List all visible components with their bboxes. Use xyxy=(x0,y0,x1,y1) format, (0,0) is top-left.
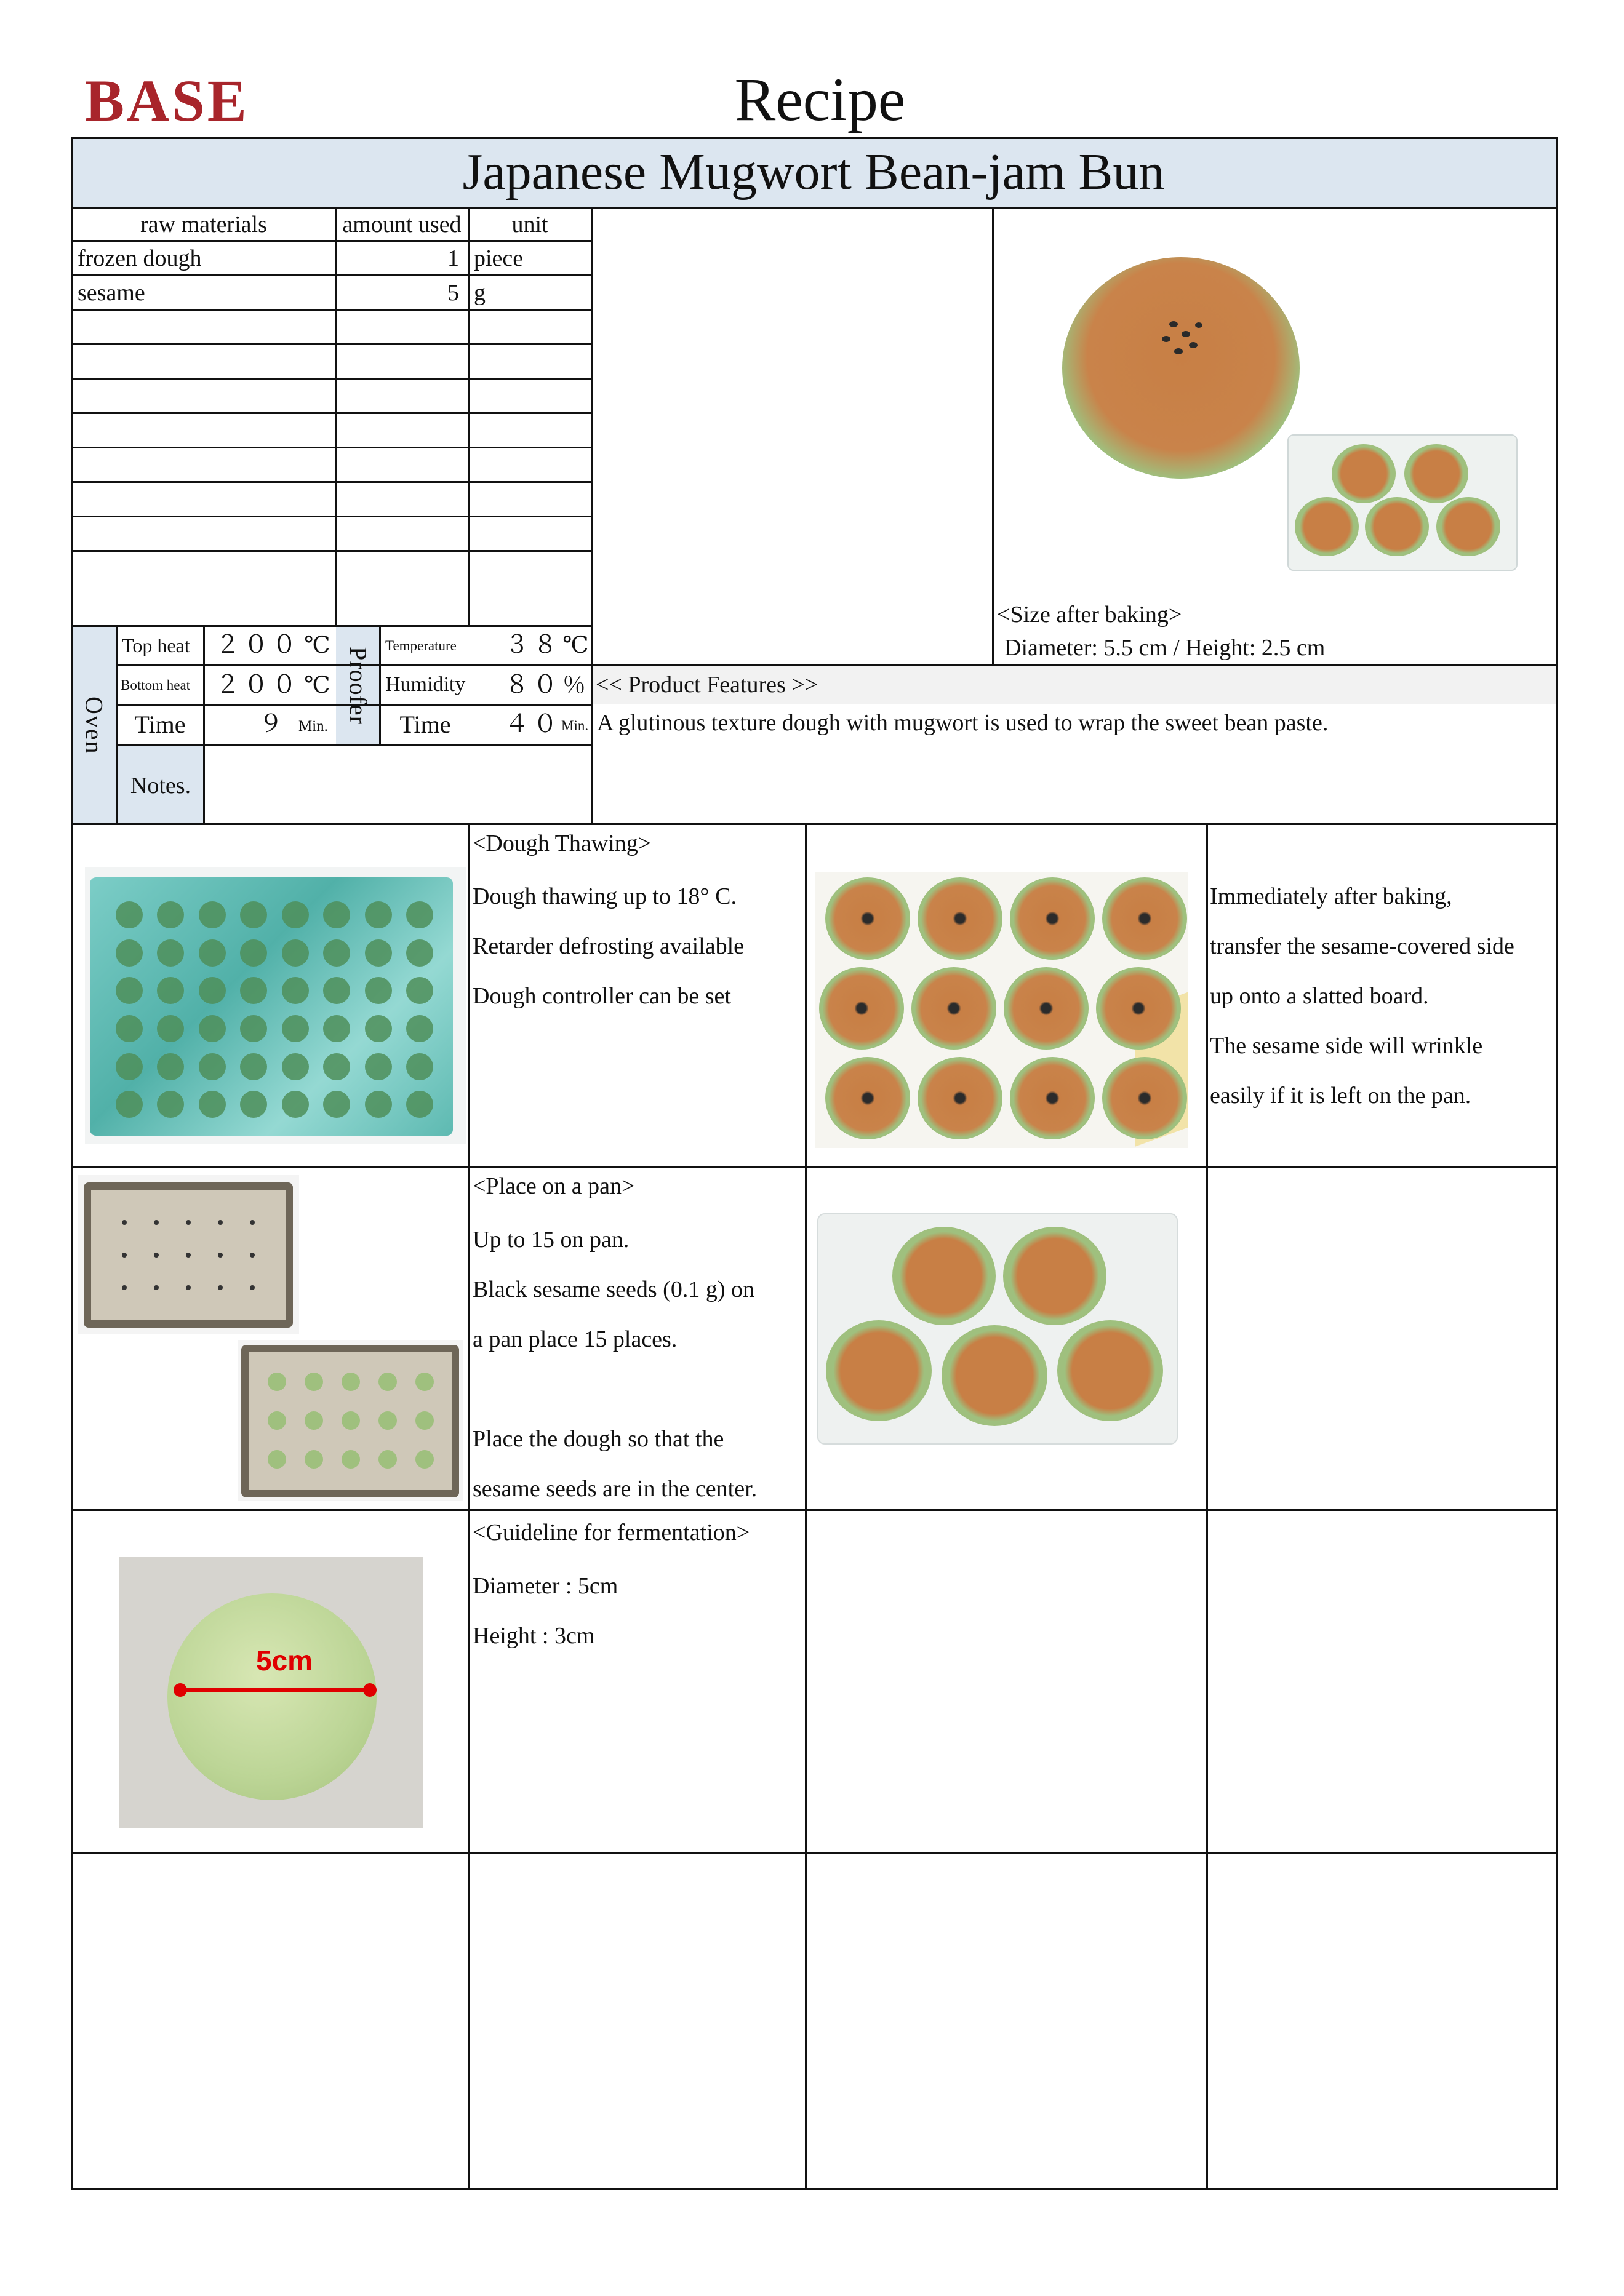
baked-bun xyxy=(1010,1057,1095,1139)
photo-texture-dot xyxy=(154,1285,159,1290)
photo-texture-dot xyxy=(199,901,226,928)
photo-empty-pan xyxy=(78,1175,299,1334)
photo-texture-dot xyxy=(415,1411,434,1430)
product-photo-packaged xyxy=(1287,434,1518,571)
photo-texture-dot xyxy=(240,1015,267,1042)
photo-packaged-buns xyxy=(817,1213,1178,1445)
fermentation-line: Diameter : 5cm xyxy=(473,1573,618,1599)
page-title: Recipe xyxy=(734,65,906,134)
baked-bun xyxy=(1102,1057,1187,1139)
product-features-title: << Product Features >> xyxy=(596,672,818,698)
baked-bun xyxy=(1102,877,1187,960)
photo-texture-dot xyxy=(218,1220,223,1225)
photo-texture-dot xyxy=(199,1015,226,1042)
photo-texture-dot xyxy=(157,1053,184,1080)
photo-texture-dot xyxy=(116,1015,143,1042)
after-baking-line: The sesame side will wrinkle xyxy=(1210,1033,1483,1059)
pan-title: <Place on a pan> xyxy=(473,1173,635,1199)
photo-texture-dot xyxy=(122,1220,127,1225)
photo-thawing-tray xyxy=(85,867,466,1144)
photo-texture-dot xyxy=(365,977,392,1004)
fermentation-title: <Guideline for fermentation> xyxy=(473,1520,750,1545)
photo-texture-dot xyxy=(157,1091,184,1118)
photo-texture-dot xyxy=(406,1053,433,1080)
proofer-humidity-value: ８０ xyxy=(505,671,561,698)
recipe-title: Japanese Mugwort Bean-jam Bun xyxy=(462,143,1165,201)
proofer-temperature-value: ３８ xyxy=(505,631,561,658)
photo-texture-dot xyxy=(116,1091,143,1118)
photo-texture-dot xyxy=(365,901,392,928)
ingredient-unit: g xyxy=(474,280,486,306)
photo-texture-dot xyxy=(116,977,143,1004)
photo-texture-dot xyxy=(157,901,184,928)
pan-line: Place the dough so that the xyxy=(473,1426,724,1452)
photo-texture-dot xyxy=(323,939,350,967)
photo-texture-dot xyxy=(250,1285,255,1290)
photo-texture-dot xyxy=(199,939,226,967)
product-features-text: A glutinous texture dough with mugwort is used to wrap the sweet bean paste. xyxy=(597,710,1329,736)
ingredient-amount: 1 xyxy=(447,245,459,271)
photo-texture-dot xyxy=(406,977,433,1004)
photo-texture-dot xyxy=(122,1285,127,1290)
after-baking-line: up onto a slatted board. xyxy=(1210,983,1429,1009)
photo-texture-dot xyxy=(157,939,184,967)
photo-texture-dot xyxy=(415,1450,434,1469)
ingredient-amount: 5 xyxy=(447,280,459,306)
proofer-humidity-label: Humidity xyxy=(385,673,466,696)
photo-texture-dot xyxy=(342,1411,360,1430)
photo-proofed-dough xyxy=(119,1557,423,1828)
photo-texture-dot xyxy=(122,1253,127,1258)
photo-texture-dot xyxy=(186,1285,191,1290)
oven-bottom-heat-unit: ℃ xyxy=(304,672,330,698)
photo-texture-dot xyxy=(282,901,309,928)
photo-texture-dot xyxy=(186,1220,191,1225)
photo-texture-dot xyxy=(240,1053,267,1080)
photo-texture-dot xyxy=(116,1053,143,1080)
photo-texture-dot xyxy=(199,1091,226,1118)
proofer-time-label: Time xyxy=(399,711,451,738)
photo-texture-dot xyxy=(406,939,433,967)
photo-texture-dot xyxy=(378,1411,397,1430)
photo-texture-dot xyxy=(406,1015,433,1042)
proofer-temperature-unit: ℃ xyxy=(562,632,589,658)
baked-bun xyxy=(911,967,996,1050)
photo-texture-dot xyxy=(282,939,309,967)
thawing-line: Retarder defrosting available xyxy=(473,933,745,959)
photo-texture-dot xyxy=(186,1253,191,1258)
baked-bun xyxy=(1010,877,1095,960)
photo-texture-dot xyxy=(282,1015,309,1042)
after-baking-line: easily if it is left on the pan. xyxy=(1210,1083,1471,1109)
photo-texture-dot xyxy=(218,1253,223,1258)
photo-texture-dot xyxy=(323,1091,350,1118)
oven-bottom-heat-label: Bottom heat xyxy=(121,677,191,693)
oven-time-label: Time xyxy=(134,711,186,738)
photo-texture-dot xyxy=(250,1253,255,1258)
photo-texture-dot xyxy=(282,977,309,1004)
ingredient-name: frozen dough xyxy=(78,245,202,271)
pan-line: Up to 15 on pan. xyxy=(473,1227,630,1253)
oven-bottom-heat-value: ２００ xyxy=(215,671,300,698)
product-photo-baked-bun xyxy=(1058,253,1305,481)
logo: BASE xyxy=(85,68,249,134)
photo-texture-dot xyxy=(218,1285,223,1290)
proofer-time-value: ４０ xyxy=(505,710,561,738)
photo-texture-dot xyxy=(282,1091,309,1118)
oven-top-heat-unit: ℃ xyxy=(304,632,330,658)
after-baking-line: Immediately after baking, xyxy=(1210,883,1452,909)
baked-bun xyxy=(918,1057,1002,1139)
baked-bun xyxy=(918,877,1002,960)
photo-texture-dot xyxy=(199,1053,226,1080)
oven-top-heat-label: Top heat xyxy=(122,634,190,656)
photo-texture-dot xyxy=(342,1450,360,1469)
pan-line: a pan place 15 places. xyxy=(473,1326,678,1352)
photo-texture-dot xyxy=(406,901,433,928)
proofer-time-unit: Min. xyxy=(561,718,589,733)
notes-label: Notes. xyxy=(130,773,191,799)
pan-line: sesame seeds are in the center. xyxy=(473,1476,758,1502)
thawing-title: <Dough Thawing> xyxy=(473,831,652,856)
photo-texture-dot xyxy=(406,1091,433,1118)
thawing-line: Dough thawing up to 18° C. xyxy=(473,883,737,909)
photo-texture-dot xyxy=(305,1373,323,1391)
photo-texture-dot xyxy=(240,977,267,1004)
photo-texture-dot xyxy=(378,1373,397,1391)
photo-texture-dot xyxy=(305,1450,323,1469)
photo-texture-dot xyxy=(240,939,267,967)
pan-line: Black sesame seeds (0.1 g) on xyxy=(473,1277,754,1302)
photo-texture-dot xyxy=(365,1053,392,1080)
baked-bun xyxy=(819,967,904,1050)
photo-texture-dot xyxy=(157,977,184,1004)
photo-pan-with-dough xyxy=(238,1340,463,1501)
oven-time-value: ９ xyxy=(258,710,283,738)
photo-buns-after-baking xyxy=(815,872,1188,1148)
thawing-line: Dough controller can be set xyxy=(473,983,731,1009)
photo-texture-dot xyxy=(342,1373,360,1391)
proofer-temperature-label: Temperature xyxy=(385,638,457,653)
baked-bun xyxy=(1096,967,1181,1050)
photo-texture-dot xyxy=(323,977,350,1004)
header-amount-used: amount used xyxy=(342,212,462,237)
photo-texture-dot xyxy=(365,1015,392,1042)
photo-texture-dot xyxy=(323,901,350,928)
photo-texture-dot xyxy=(282,1053,309,1080)
baked-bun xyxy=(1004,967,1089,1050)
photo-texture-dot xyxy=(116,939,143,967)
proofer-label: Proofer xyxy=(344,647,372,725)
oven-top-heat-value: ２００ xyxy=(215,631,300,658)
baked-bun xyxy=(825,1057,910,1139)
oven-label: Oven xyxy=(80,696,108,755)
proofer-humidity-unit: ％ xyxy=(562,672,586,698)
baked-bun xyxy=(825,877,910,960)
photo-texture-dot xyxy=(378,1450,397,1469)
photo-texture-dot xyxy=(415,1373,434,1391)
oven-time-unit: Min. xyxy=(298,718,328,735)
photo-texture-dot xyxy=(154,1220,159,1225)
photo-texture-dot xyxy=(157,1015,184,1042)
photo-texture-dot xyxy=(365,939,392,967)
photo-texture-dot xyxy=(268,1373,286,1391)
photo-texture-dot xyxy=(305,1411,323,1430)
photo-texture-dot xyxy=(116,901,143,928)
photo-texture-dot xyxy=(323,1015,350,1042)
photo-texture-dot xyxy=(365,1091,392,1118)
photo-texture-dot xyxy=(268,1450,286,1469)
photo-texture-dot xyxy=(240,901,267,928)
photo-texture-dot xyxy=(240,1091,267,1118)
header-raw-materials: raw materials xyxy=(140,212,267,237)
photo-texture-dot xyxy=(154,1253,159,1258)
photo-texture-dot xyxy=(199,977,226,1004)
photo-texture-dot xyxy=(268,1411,286,1430)
size-after-baking-title: <Size after baking> xyxy=(997,602,1182,628)
ingredient-name: sesame xyxy=(78,280,145,306)
after-baking-line: transfer the sesame-covered side xyxy=(1210,933,1514,959)
photo-texture-dot xyxy=(250,1220,255,1225)
size-after-baking-value: Diameter: 5.5 cm / Height: 2.5 cm xyxy=(1004,635,1326,661)
ingredient-unit: piece xyxy=(474,245,524,271)
photo-measure-label: 5cm xyxy=(256,1644,313,1676)
photo-texture-dot xyxy=(323,1053,350,1080)
header-unit: unit xyxy=(511,212,548,237)
fermentation-line: Height : 3cm xyxy=(473,1623,595,1649)
